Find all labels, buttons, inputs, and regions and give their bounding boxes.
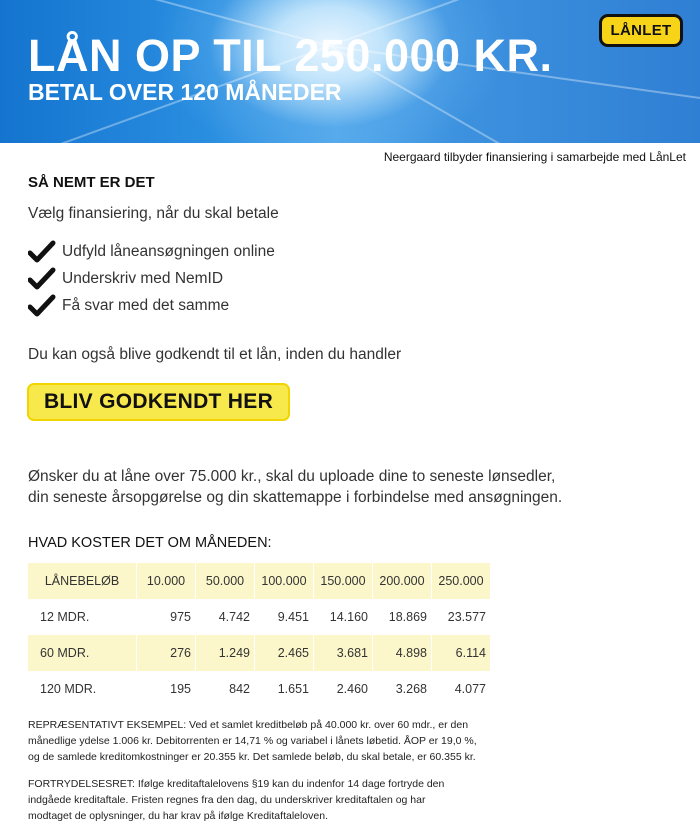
intro-text: Vælg finansiering, når du skal betale (28, 205, 279, 222)
cost-table (28, 563, 491, 707)
table-cell: 14.160 (314, 599, 373, 635)
table-cell: 2.460 (314, 671, 373, 707)
partner-text: Neergaard tilbyder finansiering i samarbejde med LånLet (383, 150, 686, 164)
list-item (28, 238, 275, 265)
table-cell: 1.651 (255, 671, 314, 707)
logo-text: LÅNLET (610, 22, 672, 39)
table-cell: 23.577 (432, 599, 491, 635)
checkmark-icon (28, 267, 56, 291)
table-cell: 975 (137, 599, 196, 635)
steps-list (28, 238, 275, 319)
table-cell: 4.898 (373, 635, 432, 671)
upload-info (28, 466, 562, 508)
upload-line: Ønsker du at låne over 75.000 kr., skal du uploade dine to seneste lønsedler, (28, 468, 556, 485)
fine-print-line: og de samlede kreditomkostninger er 20.355 kr. Det samlede beløb, du skal betale, er 60.355 kr. (28, 751, 476, 763)
header-cell: 50.000 (196, 563, 255, 599)
cta-label: BLIV GODKENDT HER (43, 390, 274, 413)
table-cell: 195 (137, 671, 196, 707)
row-label: 60 MDR. (28, 635, 137, 671)
step-text: Få svar med det samme (62, 296, 230, 314)
bliv-godkendt-button[interactable] (27, 383, 290, 421)
section-heading: SÅ NEMT ER DET (28, 174, 155, 191)
list-item (28, 292, 275, 319)
table-cell: 1.249 (196, 635, 255, 671)
table-row (28, 635, 491, 671)
header-cell: 250.000 (432, 563, 491, 599)
table-row (28, 671, 491, 707)
table-header-row (28, 563, 491, 599)
upload-line: din seneste årsopgørelse og din skattemappe i forbindelse med ansøgningen. (28, 489, 563, 506)
fine-print-line: REPRÆSENTATIVT EKSEMPEL: Ved et samlet kreditbeløb på 40.000 kr. over 60 mdr., er den (28, 719, 469, 731)
table-row (28, 599, 491, 635)
table-cell: 4.742 (196, 599, 255, 635)
table-cell: 3.681 (314, 635, 373, 671)
fine-print-line: månedlige ydelse 1.006 kr. Debitorrenten er 14,71 % og variabel i lånets løbetid. ÅOP er 19,0 %, (28, 735, 477, 747)
banner-subtitle: BETAL OVER 120 MÅNEDER (28, 79, 342, 105)
table-cell: 4.077 (432, 671, 491, 707)
row-label: 12 MDR. (28, 599, 137, 635)
fine-print-line: FORTRYDELSESRET: Ifølge kreditaftalelovens §19 kan du indenfor 14 dage fortryde den (28, 778, 445, 790)
table-cell: 842 (196, 671, 255, 707)
table-cell: 18.869 (373, 599, 432, 635)
checkmark-icon (28, 294, 56, 318)
representative-example (28, 717, 477, 765)
step-text: Udfyld låneansøgningen online (62, 242, 275, 260)
header-cell: 150.000 (314, 563, 373, 599)
checkmark-icon (28, 240, 56, 264)
step-text: Underskriv med NemID (62, 269, 224, 287)
table-heading: HVAD KOSTER DET OM MÅNEDEN: (28, 535, 272, 551)
header-cell: 100.000 (255, 563, 314, 599)
table-cell: 276 (137, 635, 196, 671)
table-cell: 2.465 (255, 635, 314, 671)
lanlet-logo[interactable] (599, 14, 683, 47)
header-cell: 10.000 (137, 563, 196, 599)
list-item (28, 265, 275, 292)
header-cell: LÅNEBELØB (28, 563, 137, 599)
banner-title: LÅN OP TIL 250.000 KR. (28, 30, 553, 81)
approve-text: Du kan også blive godkendt til et lån, inden du handler (28, 346, 402, 363)
header-cell: 200.000 (373, 563, 432, 599)
withdrawal-right (28, 776, 444, 824)
table-cell: 9.451 (255, 599, 314, 635)
table-cell: 3.268 (373, 671, 432, 707)
row-label: 120 MDR. (28, 671, 137, 707)
banner (0, 0, 700, 143)
fine-print-line: indgåede kreditaftale. Fristen regnes fra den dag, du underskriver kreditaftalen og har (28, 794, 426, 806)
table-cell: 6.114 (432, 635, 491, 671)
fine-print-line: modtaget de oplysninger, du har krav på ifølge Kreditaftaleloven. (28, 810, 329, 822)
